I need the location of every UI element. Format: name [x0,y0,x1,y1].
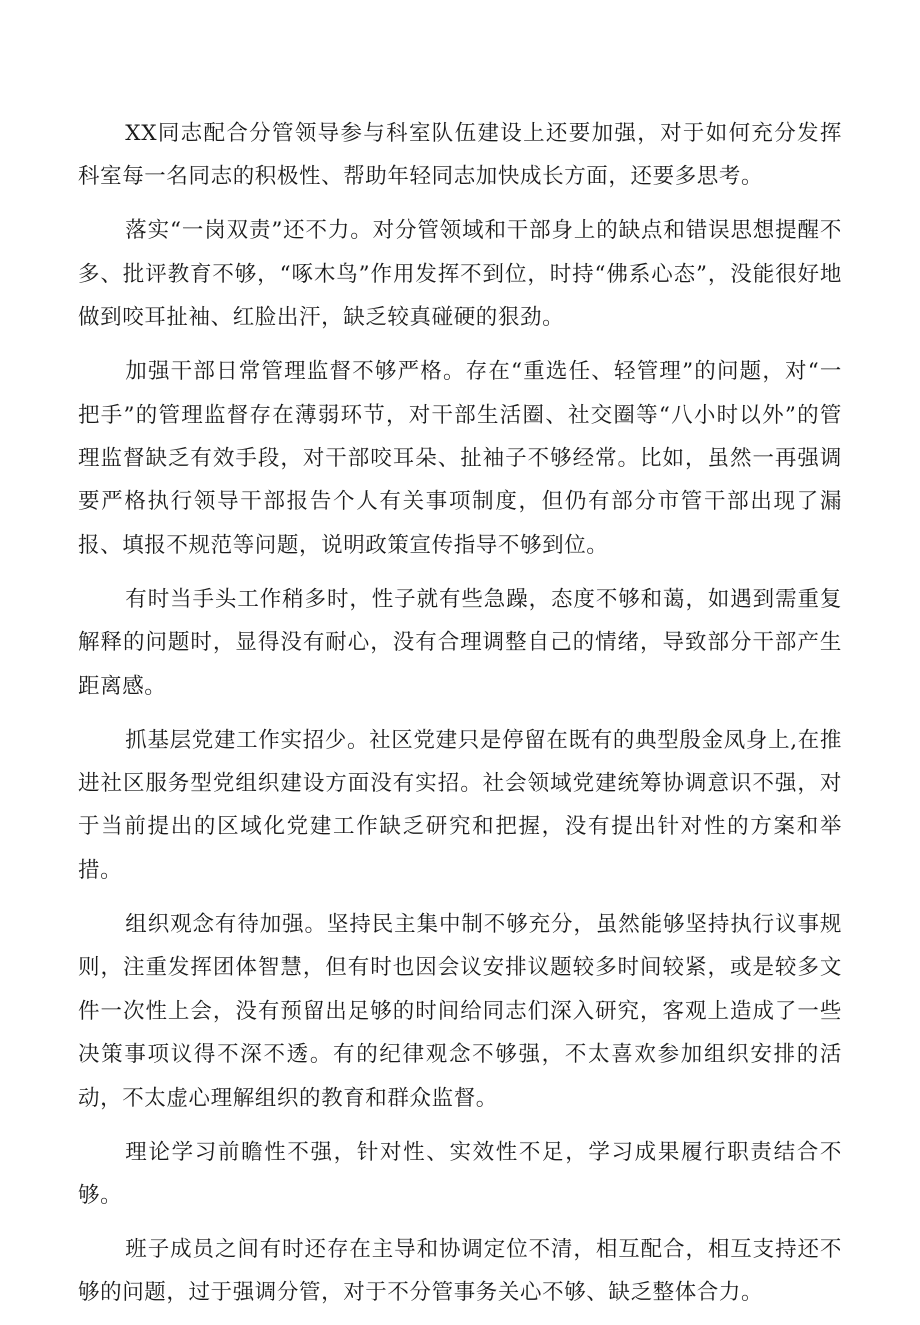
paragraph-5: 抓基层党建工作实招少。社区党建只是停留在既有的典型殷金凤身上,在推进社区服务型党组织建设方面没有实招。社会领域党建统筹协调意识不强，对于当前提出的区域化党建工作缺乏研究和把握，没有提出针对性的方案和举措。 [78,727,842,883]
paragraph-7: 理论学习前瞻性不强，针对性、实效性不足，学习成果履行职责结合不够。 [78,1139,842,1208]
document-body [78,112,842,1325]
paragraph-2: 落实“一岗双责”还不力。对分管领域和干部身上的缺点和错误思想提醒不多、批评教育不够，“啄木鸟”作用发挥不到位，时持“佛系心态”，没能很好地做到咬耳扯袖、红脸出汗，缺乏较真碰硬的狠劲。 [78,218,842,331]
paragraph-6: 组织观念有待加强。坚持民主集中制不够充分，虽然能够坚持执行议事规则，注重发挥团体智慧，但有时也因会议安排议题较多时间较紧，或是较多文件一次性上会，没有预留出足够的时间给同志们深入研究，客观上造成了一些决策事项议得不深不透。有的纪律观念不够强，不太喜欢参加组织安排的活动，不太虚心理解组织的教育和群众监督。 [78,911,842,1111]
paragraph-8: 班子成员之间有时还存在主导和协调定位不清，相互配合，相互支持还不够的问题，过于强调分管，对于不分管事务关心不够、缺乏整体合力。 [78,1236,842,1306]
paragraph-4: 有时当手头工作稍多时，性子就有些急躁，态度不够和蔼，如遇到需重复解释的问题时，显得没有耐心，没有合理调整自己的情绪，导致部分干部产生距离感。 [78,586,842,699]
paragraph-3: 加强干部日常管理监督不够严格。存在“重选任、轻管理”的问题，对“一把手”的管理监督存在薄弱环节，对干部生活圈、社交圈等“八小时以外”的管理监督缺乏有效手段，对干部咬耳朵、扯袖子不够经常。比如，虽然一再强调要严格执行领导干部报告个人有关事项制度，但仍有部分市管干部出现了漏报、填报不规范等问题，说明政策宣传指导不够到位。 [78,359,842,558]
paragraph-1: XX同志配合分管领导参与科室队伍建设上还要加强，对于如何充分发挥科室每一名同志的积极性、帮助年轻同志加快成长方面，还要多思考。 [78,121,842,190]
